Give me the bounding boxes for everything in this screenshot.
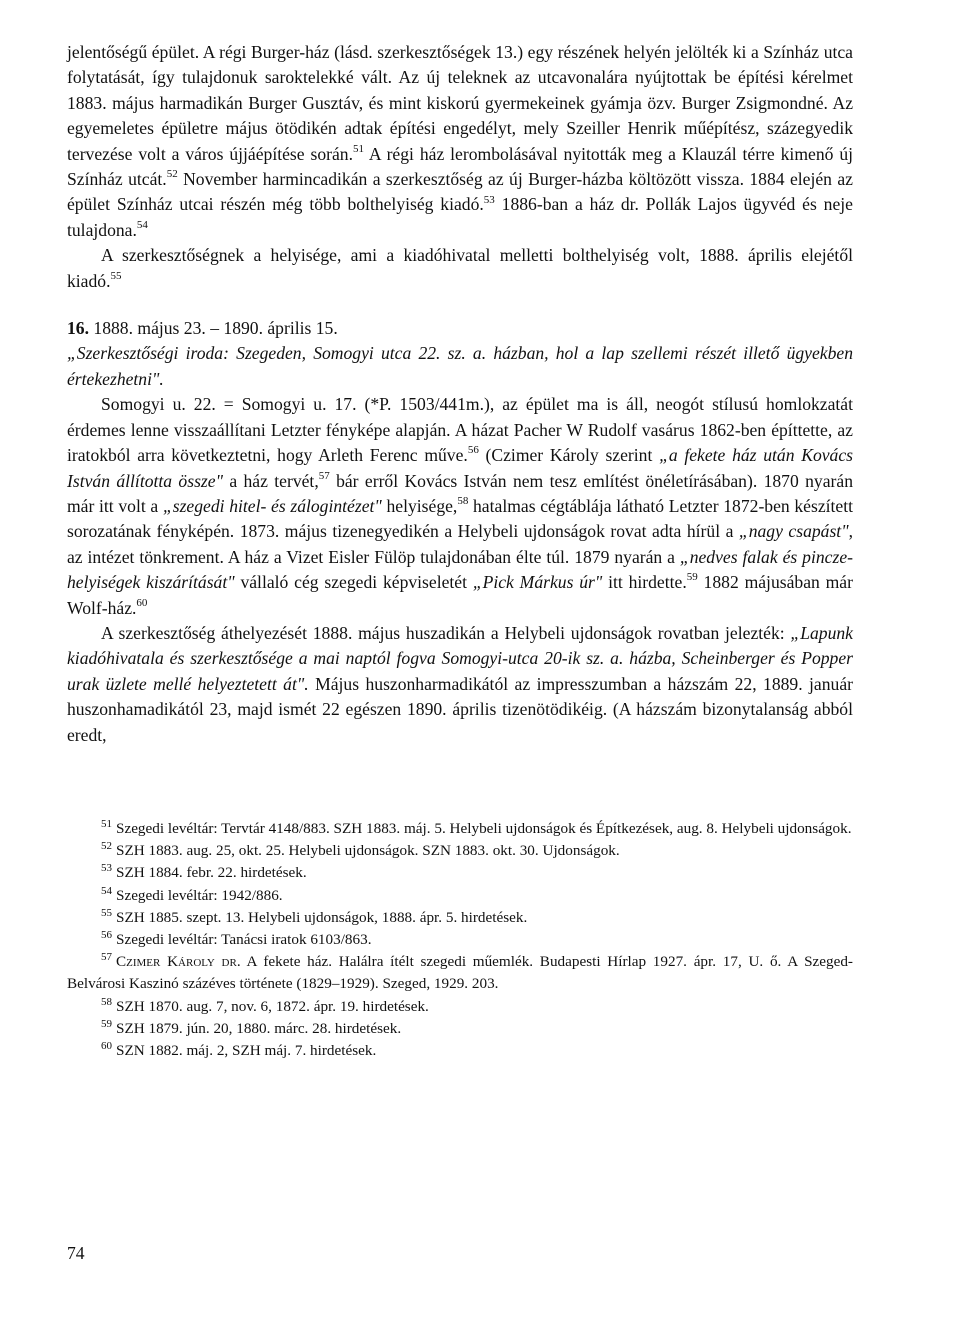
footnote-59: $^{59}$ SZH 1879. jún. 20, 1880. márc. 28. hirdetések.: [101, 1017, 402, 1037]
footnote-ref-56[interactable]: 56: [467, 444, 479, 457]
footnote-57: $^{57}$ Czimer Károly dr. A fekete ház. Halálra ítélt szegedi műemlék. Budapesti Hírlap 1927. ápr. 17, U. ő. A Szeged-Belvárosi Kaszinó százéves története (1829–1929). Szeged, 1929. 203.: [67, 951, 853, 993]
section-number: 16.: [67, 318, 89, 339]
footnote-52: $^{52}$ SZH 1883. aug. 25, okt. 25. Helybeli ujdonságok. SZN 1883. okt. 30. Ujdonságok.: [101, 840, 620, 860]
section-body: Somogyi u. 22. = Somogyi u. 17. (*P. 1503/441m.), az épület ma is áll, neogót stílusú homlokzatát érdemes lenne visszaállítani Letzter fényképe alapján. A házat Pacher W Rudolf vasárus 1862-ben építtette, az iratokból arra következtetni, hogy Arleth Ferenc műve.$^{56}$ (Czimer Károly szerint „a fekete ház után Kovács István állította össze" a ház tervét,$^{57}$ bár erről Kovács István nem tesz említést önéletírásában). 1870 nyarán már itt volt a „szegedi hitel- és zálogintézet" helyisége,$^{58}$ hatalmas cégtáblája látható Letzter 1872-ben készített sorozatának fényképén. 1873. május tizenegyedikén a Helybeli ujdonságok rovat adta hírül a „nagy csapást", az intézet tönkrement. A ház a Vizet Eisler Fülöp tulajdonában élte túl. 1879 nyarán a „nedves falak és pincze-helyiségek kiszárítását" vállaló cég szegedi képviseletét „Pick Márkus úr" itt hirdette.$^{59}$ 1882 májusában már Wolf-ház.$^{60}$: [67, 394, 854, 618]
body-paragraph-2: A szerkesztőségnek a helyisége, ami a kiadóhivatal melletti bolthelyiség volt, 1888. április elejétől kiadó.$^{55}$: [67, 245, 853, 291]
footnote-51: $^{51}$ Szegedi levéltár: Tervtár 4148/883. SZH 1883. máj. 5. Helybeli ujdonságok és Építkezések, aug. 8. Helybeli ujdonságok.: [101, 817, 852, 837]
body-paragraph-1: jelentőségű épület. A régi Burger-ház (lásd. szerkesztőségek 13.) egy részének helyén jelölték ki a Színház utca folytatását, így tulajdonuk saroktelekké vált. Az új teleknek az utcavonalára nyújtottak be építési kérelmet 1883. május harmadikán Burger Gusztáv, és mint kiskorú gyermekeinek gyámja özv. Burger Zsigmondné. Az egyemeletes épületre május ötödikén adtak építési engedélyt, mely Szeiller Henrik műépítész, százegyedik tervezése volt a város újjáépítése során.$^{51}$ A régi ház lerombolásával nyitották meg a Klauzál térre kimenő új Színház utcát.$^{52}$ November harmincadikán a szerkesztőség az új Burger-házba költözött vissza. 1884 elején az épület Színház utcai részén még több bolthelyiség kiadó.$^{53}$ 1886-ban a ház dr. Pollák Lajos ügyvéd és neje tulajdona.$^{54}$: [67, 42, 854, 240]
page-body: [67, 40, 853, 1062]
footnote-55: $^{55}$ SZH 1885. szept. 13. Helybeli ujdonságok, 1888. ápr. 5. hirdetések.: [101, 906, 528, 926]
footnote-ref-59[interactable]: 59: [686, 571, 698, 584]
footnote-56: $^{56}$ Szegedi levéltár: Tanácsi iratok 6103/863.: [101, 928, 372, 948]
footnotes-list: [67, 818, 853, 1062]
footnote-54: $^{54}$ Szegedi levéltár: 1942/886.: [101, 884, 283, 904]
footnote-ref-52[interactable]: 52: [166, 168, 178, 181]
footnote-ref-57[interactable]: 57: [318, 469, 330, 482]
body-paragraph-3: A szerkesztőség áthelyezését 1888. május huszadikán a Helybeli ujdonságok rovatban jelezték: „Lapunk kiadóhivatala és szerkesztősége a mai naptól fogva Somogyi-utca 20-ik sz. a. házba, Scheinberger és Popper urak üzlete mellé helyeztetett át". Május huszonharmadikától az impresszumban a házszám 22, 1889. január huszonhamadikától 23, majd ismét 22 egészen 1890. április tizenötödikéig. (A házszám bizonytalanság abból eredt,: [67, 622, 853, 745]
footnote-ref-60[interactable]: 60: [136, 596, 148, 609]
footnote-53: $^{53}$ SZH 1884. febr. 22. hirdetések.: [101, 862, 307, 882]
footnote-60: $^{60}$ SZN 1882. máj. 2, SZH máj. 7. hirdetések.: [101, 1039, 377, 1059]
spacer: [67, 748, 853, 818]
footnote-ref-51[interactable]: 51: [353, 142, 364, 155]
section-quote: „Szerkesztőségi iroda: Szegeden, Somogyi utca 22. sz. a. házban, hol a lap szellemi részét illető ügyekben értekezhetni".: [67, 343, 853, 389]
footnote-ref-53[interactable]: 53: [483, 193, 495, 206]
section-heading-16: [67, 316, 853, 341]
section-dates: 1888. május 23. – 1890. április 15.: [89, 318, 338, 339]
spacer: [67, 294, 853, 316]
footnote-ref-54[interactable]: 54: [136, 218, 148, 231]
footnote-ref-58[interactable]: 58: [457, 495, 469, 508]
page-number: 74: [67, 1243, 85, 1263]
footnote-author: Czimer Károly dr.: [116, 953, 241, 971]
footnote-58: $^{58}$ SZH 1870. aug. 7, nov. 6, 1872. ápr. 19. hirdetések.: [101, 995, 429, 1015]
footnote-ref-55[interactable]: 55: [110, 269, 122, 282]
